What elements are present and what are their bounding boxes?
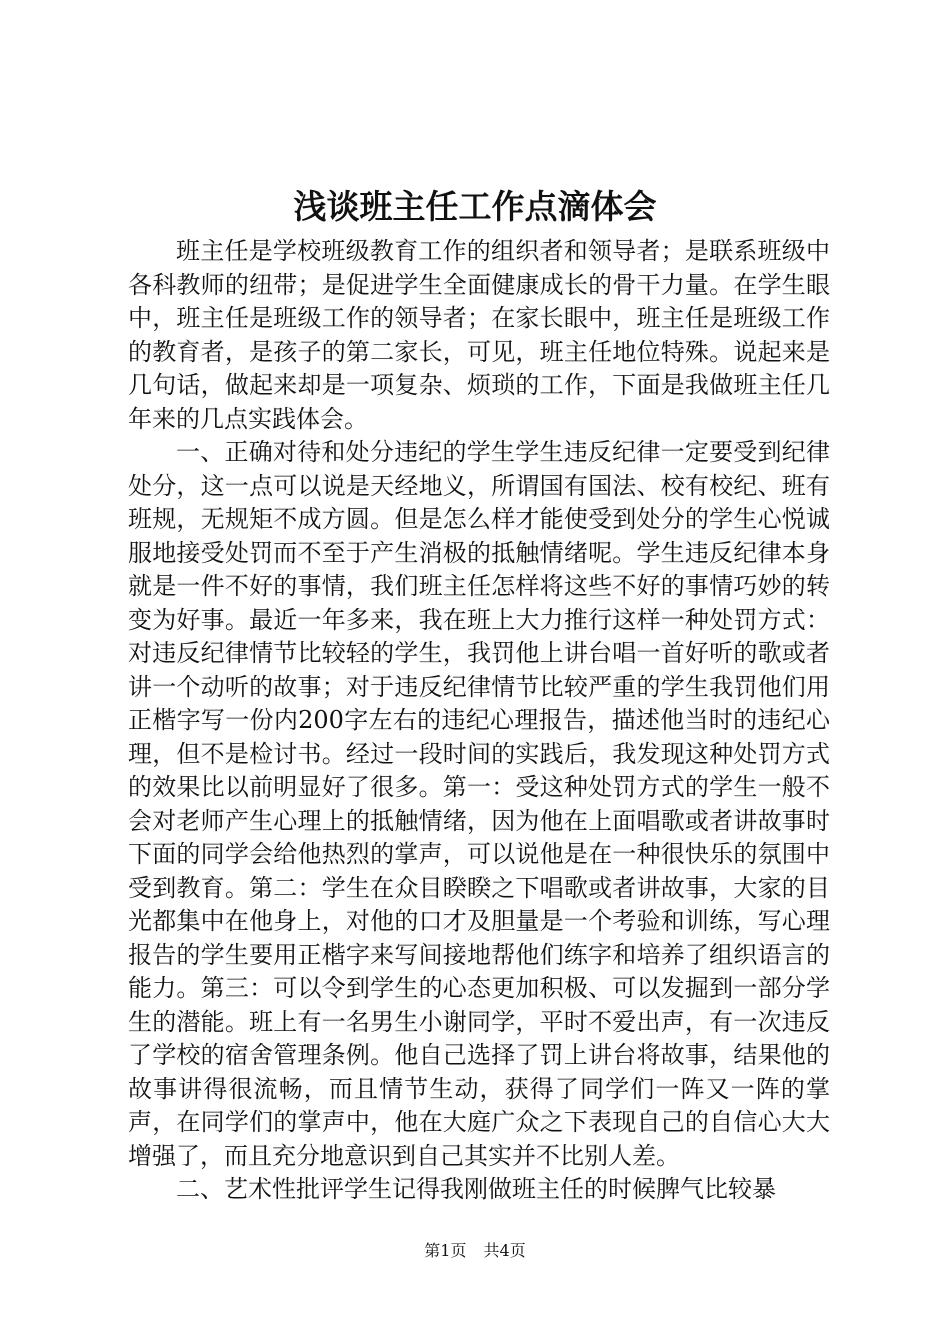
document-title: 浅谈班主任工作点滴体会	[293, 187, 657, 226]
page-total: 共4页	[483, 1241, 526, 1260]
page-footer	[0, 1240, 950, 1262]
page-number: 第1页	[424, 1241, 467, 1260]
paragraph-intro: 班主任是学校班级教育工作的组织者和领导者；是联系班级中各科教师的纽带；是促进学生全面健康成长的骨干力量。在学生眼中，班主任是班级工作的领导者；在家长眼中，班主任是班级工作的教育者，是孩子的第二家长，可见，班主任地位特殊。说起来是几句话，做起来却是一项复杂、烦琐的工作，下面是我做班主任几年来的几点实践体会。	[128, 237, 830, 433]
paragraph-section-one: 一、正确对待和处分违纪的学生学生违反纪律一定要受到纪律处分，这一点可以说是天经地义，所谓国有国法、校有校纪、班有班规，无规矩不成方圆。但是怎么样才能使受到处分的学生心悦诚服地接受处罚而不至于产生消极的抵触情绪呢。学生违反纪律本身就是一件不好的事情，我们班主任怎样将这些不好的事情巧妙的转变为好事。最近一年多来，我在班上大力推行这样一种处罚方式：对违反纪律情节比较轻的学生，我罚他上讲台唱一首好听的歌或者讲一个动听的故事；对于违反纪律情节比较严重的学生我罚他们用正楷字写一份内200字左右的违纪心理报告，描述他当时的违纪心理，但不是检讨书。经过一段时间的实践后，我发现这种处罚方式的效果比以前明显好了很多。第一：受这种处罚方式的学生一般不会对老师产生心理上的抵触情绪，因为他在上面唱歌或者讲故事时下面的同学会给他热烈的掌声，可以说他是在一种很快乐的氛围中受到教育。第二：学生在众目睽睽之下唱歌或者讲故事，大家的目光都集中在他身上，对他的口才及胆量是一个考验和训练，写心理报告的学生要用正楷字来写间接地帮他们练字和培养了组织语言的能力。第三：可以令到学生的心态更加积极、可以发掘到一部分学生的潜能。班上有一名男生小谢同学，平时不爱出声，有一次违反了学校的宿舍管理条例。他自己选择了罚上讲台将故事，结果他的故事讲得很流畅，而且情节生动，获得了同学们一阵又一阵的掌声，在同学们的掌声中，他在大庭广众之下表现自己的自信心大大增强了，而且充分地意识到自己其实并不比别人差。	[128, 438, 830, 1170]
paragraph-section-two: 二、艺术性批评学生记得我刚做班主任的时候脾气比较暴	[176, 1175, 776, 1203]
document-body	[128, 235, 830, 1207]
